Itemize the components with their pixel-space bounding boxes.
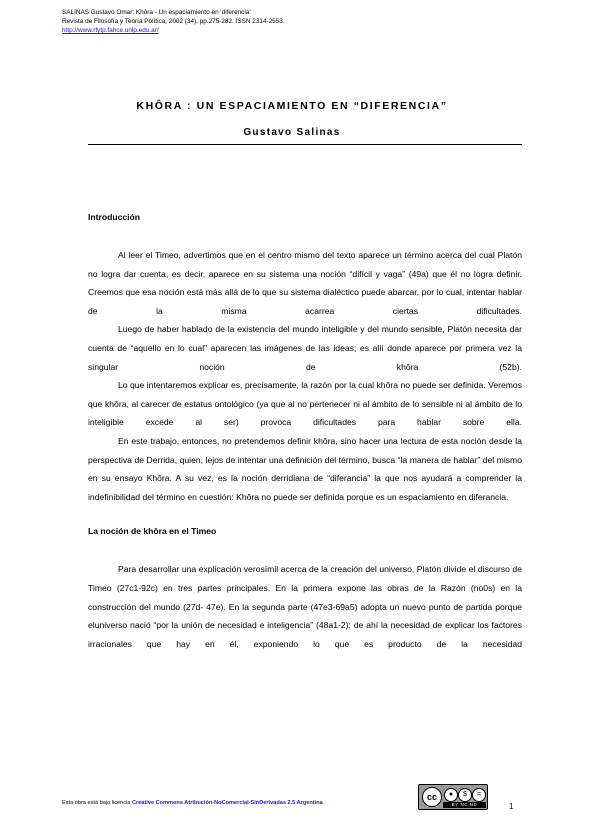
creative-commons-badge[interactable] [418, 784, 488, 810]
noderivatives-icon: = [472, 788, 486, 802]
license-prefix: Esta obra está bajo licencia [62, 800, 131, 806]
paragraph-4: En este trabajo, entonces, no pretendemos definir khôra, sino hacer una lectura de esta noción desde la perspectiva de Derrida, quien, lejos de intentar una definición del término, busca “la manera de hablar” del mismo en su ensayo Khôra. A su vez, es la noción derridiana de “diferancia” la que nos ayudará a comprender la indefinibilidad del término en cuestión: Khôra no puede ser definida porque es un espaciamiento en diferancia. [88, 435, 522, 502]
section-heading-introduction: Introducción [88, 212, 141, 222]
journal-url-link[interactable]: http://www.rfytp.fahce.unlp.edu.ar/ [62, 27, 159, 34]
running-header [62, 8, 285, 35]
paper-title: KHÔRA : UN ESPACIAMIENTO EN “DIFERENCIA” [136, 100, 448, 112]
cc-icon: cc [422, 787, 442, 807]
paper-body [88, 200, 522, 653]
cc-license-bar: BY NC ND [443, 802, 486, 808]
paragraph-3: Lo que intentaremos explicar es, precisamente, la razón por la cual khôra no puede ser definida. Veremos que khôra, al carecer de estatus ontológico (ya que al no pertenecer ni al ámbito de lo sensible ni al ámbito de lo inteligible excede al ser) provoca dificultades para hablar sobre ella. [88, 380, 522, 428]
citation-line-2: Revista de Filosofía y Teoría Política, 2002 (34), pp.275-282. ISSN 2314-2553. [62, 18, 285, 25]
paper-author: Gustavo Salinas [243, 127, 341, 138]
paragraph-5: Para desarrollar una explicación verosímil acerca de la creación del universo, Platón divide el discurso de Timeo (27c1-92c) en tres partes principales. En la primera expone las obras de la Razón (no0s) en la construcción del mundo (27d- 47e). En la segunda parte (47e3-69a5) adopta un nuevo punto de partida porque eluniverso nació “por la unión de necesidad e inteligencia” (48a1-2); de ahí la necesidad de explicar los factores irracionales que hay en él, exponiendo lo que es producto de la necesidad [88, 564, 522, 649]
attribution-icon: ● [444, 788, 458, 802]
section-heading-timeo: La noción de khôra en el Timeo [88, 526, 217, 537]
paragraph-1: Al leer el Timeo, advertimos que en el centro mismo del texto aparece un término acerca del cual Platón no logra dar cuenta, es decir, aparece en su sistema una noción “difícil y vaga” (49a) que él no logra definir. Creemos que esa noción está más allá de lo que su sistema dialéctico puede abarcar, por lo cual, intentar hablar de la misma acarrea ciertas dificultades. [88, 250, 522, 316]
citation-line-1: SALINAS Gustavo Omar: Khôra - Un espaciamiento en 'diferencia' [62, 9, 251, 16]
title-rule [88, 144, 522, 145]
noncommercial-icon: $ [458, 788, 472, 802]
paragraph-2: Luego de haber hablado de la existencia del mundo inteligible y del mundo sensible, Platón necesita dar cuenta de “aquello en lo cual” aparecen las imágenes de las ideas; es allí donde aparece por primera vez la singular noción de khôra (52b). [88, 324, 522, 372]
license-link[interactable]: Creative Commons Atribución-NoComercial-SinDerivadas 2.5 Argentina [131, 800, 323, 806]
license-footer [62, 800, 323, 806]
page-number: 1 [509, 802, 514, 811]
